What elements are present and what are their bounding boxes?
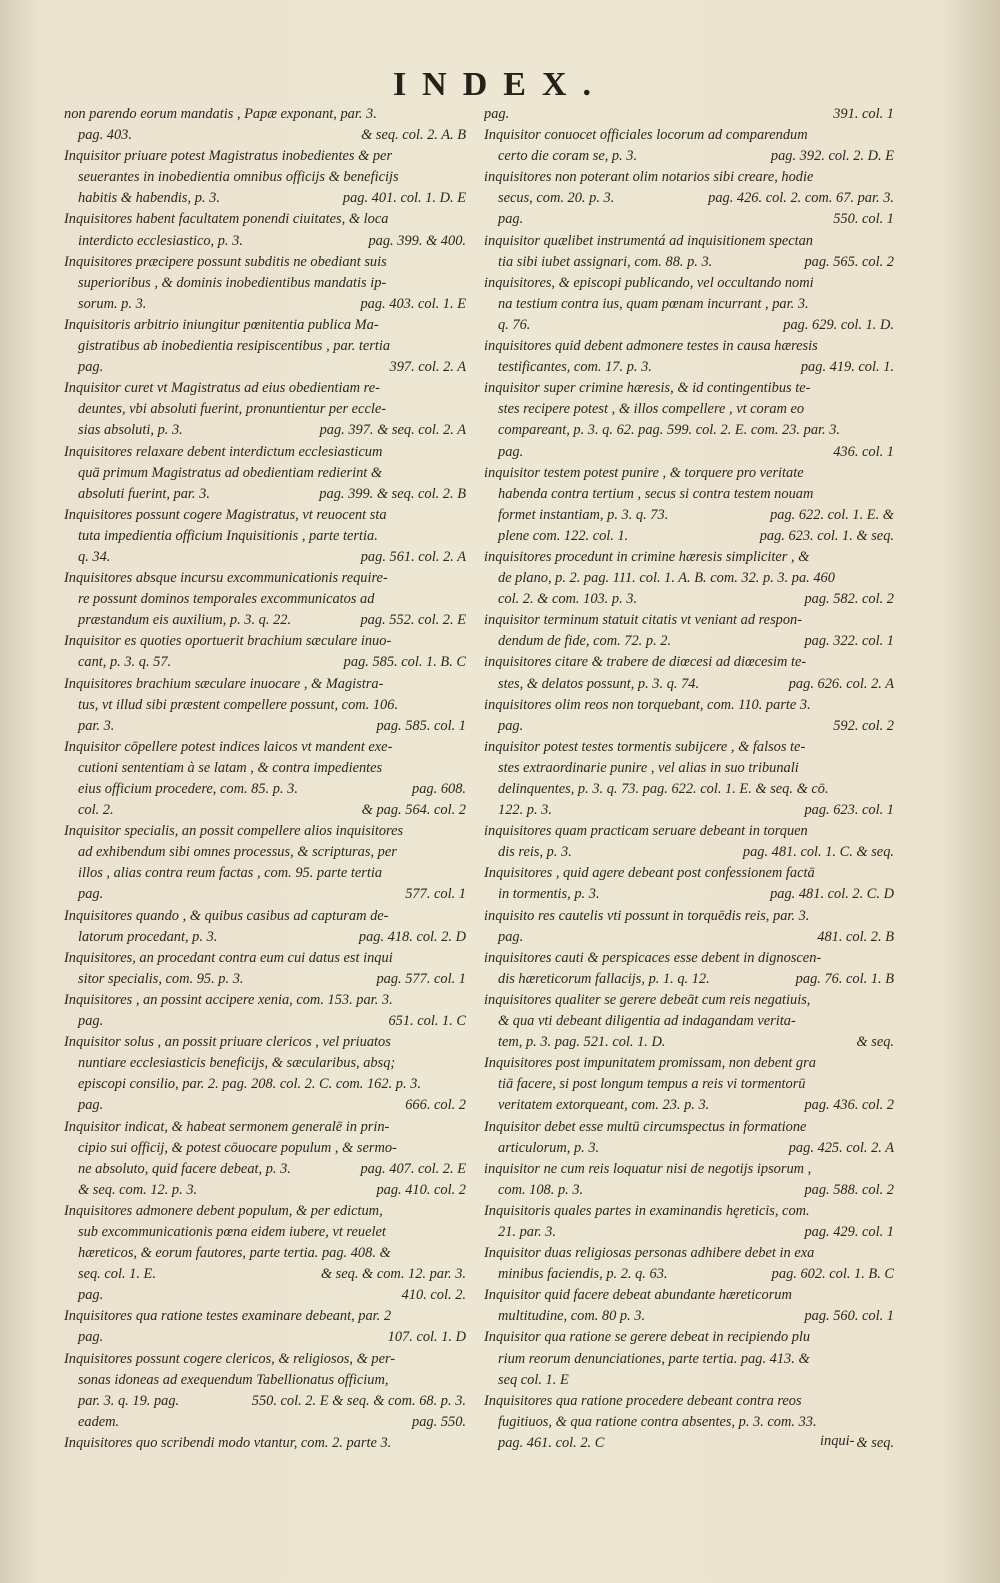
page-reference: pag. 623. col. 1 <box>804 802 894 819</box>
entry-line: tiā facere, si post longum tempus a reis vi tormentorū <box>498 1076 806 1093</box>
entry-line: cutioni sententiam à se latam , & contra impedientes <box>78 759 383 776</box>
entry-line: inquisitor super crimine hæresis, & id contingentibus te- <box>484 380 811 397</box>
entry-text: tia sibi iubet assignari, com. 88. p. 3. <box>498 253 713 270</box>
index-entry <box>484 906 894 948</box>
page-reference: 410. col. 2. <box>401 1287 466 1304</box>
index-entry <box>484 378 894 462</box>
entry-line: inquisitor terminum statuit citatis vt veniant ad respon- <box>484 612 803 629</box>
index-entry <box>64 990 466 1032</box>
entry-line <box>64 1391 466 1412</box>
index-entry <box>484 610 894 652</box>
entry-text: multitudine, com. 80 p. 3. <box>498 1308 646 1325</box>
entry-line: inquisitor potest testes tormentis subijcere , & falsos te- <box>484 738 806 755</box>
entry-line: Inquisitores admonere debent populum, & per edictum, <box>64 1202 383 1219</box>
page-reference: pag. 608. <box>412 781 466 797</box>
entry-line: Inquisitor cōpellere potest indices laicos vt mandent exe- <box>64 738 393 755</box>
entry-text: col. 2. & com. 103. p. 3. <box>498 591 638 608</box>
entry-line: inquisitor ne cum reis loquatur nisi de negotijs ipsorum , <box>484 1160 812 1177</box>
entry-line <box>64 652 466 673</box>
entry-text: pag. <box>78 359 104 376</box>
entry-line: seq col. 1. E <box>498 1371 569 1388</box>
index-entry <box>484 167 894 230</box>
entry-line: cipio sui officij, & potest cōuocare populum , & sermo- <box>78 1139 397 1156</box>
entry-text: stes, & delatos possunt, p. 3. q. 74. <box>498 675 700 692</box>
index-entry <box>64 315 466 378</box>
entry-line <box>484 842 894 863</box>
index-entry <box>64 821 466 905</box>
entry-line <box>484 1306 894 1327</box>
entry-line: & qua vti debeant diligentia ad indagandam verita- <box>498 1013 796 1030</box>
entry-text: præstandum eis auxilium, p. 3. q. 22. <box>78 612 292 629</box>
index-entry <box>484 231 894 273</box>
index-entry <box>484 652 894 694</box>
entry-line <box>484 252 894 273</box>
entry-text: pag. 403. <box>78 127 132 144</box>
page-reference: pag. 629. col. 1. D. <box>783 316 894 333</box>
index-entry <box>484 737 894 821</box>
page-reference: pag. 582. col. 2 <box>804 591 894 608</box>
page-reference: pag. 602. col. 1. B. C <box>771 1266 894 1283</box>
entry-text: q. 34. <box>78 548 111 565</box>
entry-line: Inquisitores habent facultatem ponendi ciuitates, & loca <box>64 211 389 228</box>
entry-line: Inquisitores quando , & quibus casibus ad capturam de- <box>64 907 389 924</box>
index-entry <box>64 568 466 631</box>
page-reference: 577. col. 1 <box>405 886 466 903</box>
page-reference: pag. 560. col. 1 <box>804 1308 894 1325</box>
index-entry <box>64 1117 466 1201</box>
entry-line: sub excommunicationis pœna eidem iubere, vt reuelet <box>78 1223 386 1240</box>
entry-line <box>64 1327 466 1348</box>
entry-line: deuntes, vbi absoluti fuerint, pronuntientur per eccle- <box>78 401 387 418</box>
entry-text: pag. <box>498 443 524 460</box>
entry-line <box>484 1222 894 1243</box>
index-entry <box>64 252 466 315</box>
index-entry <box>64 378 466 441</box>
entry-line <box>484 969 894 990</box>
entry-text: latorum procedant, p. 3. <box>78 928 218 945</box>
entry-text: cant, p. 3. q. 57. <box>78 654 172 671</box>
entry-line: tuta impedientia officium Inquisitionis , parte tertia. <box>78 527 378 544</box>
entry-text: pag. <box>78 1287 104 1304</box>
page-reference: 481. col. 2. B <box>817 928 894 945</box>
entry-text: sorum. p. 3. <box>78 295 147 312</box>
entry-line: stes extraordinarie punire , vel alias in suo tribunali <box>498 759 799 776</box>
entry-line <box>64 1285 466 1306</box>
entry-line <box>484 1264 894 1285</box>
entry-line: inquisitores quam practicam seruare debeant in torquen <box>484 823 808 840</box>
entry-line: Inquisitor qua ratione se gerere debeat in recipiendo plu <box>484 1329 811 1346</box>
entry-line <box>64 969 466 990</box>
index-entry <box>484 547 894 610</box>
index-entry <box>64 631 466 673</box>
page-reference: pag. 626. col. 2. A <box>788 675 894 692</box>
index-entry <box>64 1433 466 1454</box>
entry-line <box>484 1095 894 1116</box>
entry-line <box>484 315 894 336</box>
index-entry <box>484 990 894 1053</box>
entry-line <box>64 231 466 252</box>
entry-line: Inquisitor es quoties oportuerit brachium sæculare inuo- <box>64 633 392 650</box>
entry-line: rium reorum denunciationes, parte tertia. pag. 413. & <box>498 1350 810 1367</box>
entry-line <box>64 1159 466 1180</box>
entry-line: non parendo eorum mandatis , Papæ exponant, par. 3. <box>64 106 377 122</box>
page-reference: 550. col. 2. E & seq. & com. 68. p. 3. <box>251 1392 466 1409</box>
entry-line <box>484 357 894 378</box>
index-entry <box>484 336 894 378</box>
page-reference: pag. 481. col. 2. C. D <box>770 886 894 903</box>
page-title: INDEX. <box>392 66 608 103</box>
index-entry <box>64 948 466 990</box>
page-reference: pag. 76. col. 1. B <box>795 970 894 987</box>
entry-text: 21. par. 3. <box>498 1223 556 1240</box>
entry-line: inquisitores non poterant olim notarios sibi creare, hodie <box>484 169 814 186</box>
entry-text: seq. col. 1. E. <box>78 1266 156 1283</box>
left-column <box>64 104 466 1454</box>
index-entry <box>484 1285 894 1327</box>
index-entry <box>64 737 466 821</box>
entry-line: Inquisitor specialis, an possit compellere alios inquisitores <box>64 823 404 840</box>
entry-text: col. 2. <box>78 802 114 819</box>
page-reference: 651. col. 1. C <box>388 1013 466 1030</box>
page-reference: pag. 419. col. 1. <box>800 359 894 376</box>
entry-line: Inquisitores præcipere possunt subditis ne obediant suis <box>64 253 387 270</box>
entry-line: inquisitores, & episcopi publicando, vel occultando nomi <box>484 274 814 291</box>
index-entry <box>64 442 466 505</box>
page-reference: pag. 623. col. 1. & seq. <box>759 527 894 544</box>
entry-text: pag. <box>78 886 104 903</box>
index-entry <box>484 1243 894 1285</box>
entry-line <box>484 1032 894 1053</box>
entry-text: formet instantiam, p. 3. q. 73. <box>498 506 669 523</box>
index-entry <box>64 906 466 948</box>
index-entry <box>64 146 466 209</box>
entry-text: pag. <box>498 717 524 734</box>
entry-text: pag. <box>78 1329 104 1346</box>
entry-line: inquisitores citare & trabere de diœcesi ad diœcesim te- <box>484 654 807 671</box>
entry-line: Inquisitoris quales partes in examinandis hęreticis, com. <box>484 1202 810 1219</box>
entry-line: habenda contra tertium , secus si contra testem nouam <box>498 485 814 502</box>
entry-line: Inquisitoris arbitrio iniungitur pœnitentia publica Ma- <box>64 316 379 333</box>
entry-text: 122. p. 3. <box>498 802 552 819</box>
entry-text: certo die coram se, p. 3. <box>498 148 638 165</box>
index-entry <box>484 273 894 336</box>
entry-line <box>64 610 466 631</box>
entry-line: inquisitor quælibet instrumentá ad inquisitionem spectan <box>484 232 813 249</box>
entry-line <box>64 188 466 209</box>
page-reference: 666. col. 2 <box>405 1097 466 1114</box>
page-reference: & pag. 564. col. 2 <box>361 802 466 819</box>
entry-text: dendum de fide, com. 72. p. 2. <box>498 633 672 650</box>
entry-line <box>64 420 466 441</box>
entry-text: q. 76. <box>498 316 531 333</box>
entry-line: tus, vt illud sibi præstent compellere possunt, com. 106. <box>78 696 399 713</box>
entry-text: pag. <box>78 1013 104 1030</box>
entry-line: inquisitores cauti & perspicaces esse debent in dignoscen- <box>484 949 822 966</box>
entry-line <box>64 294 466 315</box>
entry-text: secus, com. 20. p. 3. <box>498 190 615 207</box>
entry-line <box>484 209 894 230</box>
entry-text: veritatem extorqueant, com. 23. p. 3. <box>498 1097 710 1114</box>
entry-line <box>484 505 894 526</box>
entry-text: pag. <box>498 211 524 228</box>
entry-line <box>484 526 894 547</box>
entry-line: de plano, p. 2. pag. 111. col. 1. A. B. com. 32. p. 3. pa. 460 <box>498 570 835 587</box>
entry-line <box>64 716 466 737</box>
entry-text: par. 3. q. 19. pag. <box>78 1392 180 1409</box>
entry-line <box>64 779 466 800</box>
index-entry <box>64 1201 466 1306</box>
entry-line <box>484 146 894 167</box>
entry-line: stes recipere potest , & illos compellere , vt coram eo <box>498 401 805 418</box>
entry-line <box>64 1180 466 1201</box>
entry-line <box>64 927 466 948</box>
entry-line <box>484 1180 894 1201</box>
index-entry <box>64 1032 466 1116</box>
entry-line: Inquisitores relaxare debent interdictum ecclesiasticum <box>64 443 383 460</box>
entry-line <box>64 125 466 146</box>
page-reference: pag. 403. col. 1. E <box>360 295 466 312</box>
entry-line: Inquisitor curet vt Magistratus ad eius obedientiam re- <box>64 380 380 397</box>
page-reference: pag. 565. col. 2 <box>804 253 894 270</box>
index-entry <box>64 674 466 737</box>
page-reference: pag. 561. col. 2. A <box>360 548 466 565</box>
page-reference: 592. col. 2 <box>833 717 894 734</box>
entry-line: Inquisitores qua ratione procedere debeant contra reos <box>484 1392 802 1409</box>
entry-line: delinquentes, p. 3. q. 73. pag. 622. col. 1. E. & seq. & cō. <box>498 781 829 797</box>
entry-line: Inquisitor conuocet officiales locorum ad comparendum <box>484 127 808 144</box>
entry-line <box>484 188 894 209</box>
index-entry <box>484 863 894 905</box>
page-reference: pag. 418. col. 2. D <box>358 928 466 945</box>
entry-line: Inquisitores possunt cogere clericos, & religiosos, & per- <box>64 1350 396 1367</box>
entry-line <box>484 927 894 948</box>
page-reference: pag. 401. col. 1. D. E <box>342 190 466 207</box>
entry-text: ne absoluto, quid facere debeat, p. 3. <box>78 1160 291 1177</box>
page-reference: pag. 481. col. 1. C. & seq. <box>742 844 894 861</box>
page-reference: pag. 550. <box>412 1413 466 1430</box>
entry-line <box>64 1095 466 1116</box>
page-reference: pag. 410. col. 2 <box>376 1181 466 1198</box>
entry-line: inquisitores procedunt in crimine hæresis simpliciter , & <box>484 548 810 565</box>
entry-line <box>64 357 466 378</box>
entry-line <box>64 547 466 568</box>
entry-line <box>484 589 894 610</box>
entry-line <box>484 884 894 905</box>
index-entry <box>64 1349 466 1433</box>
entry-line <box>64 484 466 505</box>
page-reference: 436. col. 1 <box>833 443 894 460</box>
entry-line: quā primum Magistratus ad obedientiam redierint & <box>78 464 383 481</box>
entry-text: testificantes, com. 17. p. 3. <box>498 359 652 376</box>
entry-line: re possunt dominos temporales excommunicatos ad <box>78 591 375 608</box>
entry-line: Inquisitor quid facere debeat abundante hæreticorum <box>484 1287 792 1304</box>
entry-line <box>484 631 894 652</box>
page-reference: pag. 588. col. 2 <box>804 1181 894 1198</box>
entry-line: inquisitor testem potest punire , & torquere pro veritate <box>484 464 804 481</box>
entry-line: Inquisitores brachium sæculare inuocare , & Magistra- <box>64 675 384 692</box>
entry-line: Inquisitores qua ratione testes examinare debeant, par. 2 <box>64 1308 392 1325</box>
catchword: inqui- <box>820 1433 855 1449</box>
entry-text: dis hæreticorum fallacijs, p. 1. q. 12. <box>498 970 710 987</box>
entry-line: Inquisitores, an procedant contra eum cui datus est inqui <box>64 949 393 966</box>
page-reference: pag. 585. col. 1 <box>376 717 466 734</box>
entry-line <box>64 1264 466 1285</box>
entry-text: par. 3. <box>78 717 115 734</box>
entry-text: minibus faciendis, p. 2. q. 63. <box>498 1266 668 1283</box>
entry-text: eadem. <box>78 1413 120 1430</box>
page-reference: & seq. & com. 12. par. 3. <box>320 1266 466 1283</box>
index-entry <box>484 1159 894 1201</box>
entry-text: tem, p. 3. pag. 521. col. 1. D. <box>498 1034 666 1051</box>
page-reference: pag. 552. col. 2. E <box>360 612 466 629</box>
page-reference: pag. 585. col. 1. B. C <box>343 654 466 671</box>
index-entry <box>484 948 894 990</box>
page-reference: pag. 577. col. 1 <box>376 970 466 987</box>
index-entry <box>484 1053 894 1116</box>
page-reference: 397. col. 2. A <box>389 359 466 376</box>
entry-line <box>484 1138 894 1159</box>
index-entry <box>484 104 894 125</box>
entry-line: na testium contra ius, quam pœnam incurrant , par. 3. <box>498 295 809 312</box>
entry-line: Inquisitores post impunitatem promissam, non debent gra <box>484 1055 816 1072</box>
entry-text: sitor specialis, com. 95. p. 3. <box>78 970 244 987</box>
index-entry <box>484 695 894 737</box>
entry-line <box>64 1011 466 1032</box>
entry-line <box>484 674 894 695</box>
entry-text: dis reis, p. 3. <box>498 844 572 861</box>
entry-text: pag. 461. col. 2. C <box>498 1434 605 1451</box>
entry-text: absoluti fuerint, par. 3. <box>78 485 210 502</box>
page-reference: pag. 392. col. 2. D. E <box>770 148 894 165</box>
entry-line: ad exhibendum sibi omnes processus, & scripturas, per <box>78 844 397 861</box>
entry-text: interdicto ecclesiastico, p. 3. <box>78 232 243 249</box>
entry-line: compareant, p. 3. q. 62. pag. 599. col. 2. E. com. 23. par. 3. <box>498 422 841 439</box>
entry-line: Inquisitores , quid agere debeant post confessionem factā <box>484 865 815 882</box>
index-entry <box>64 505 466 568</box>
page-reference: & seq. <box>856 1034 894 1051</box>
entry-line: sonas idoneas ad exequendum Tabellionatus officium, <box>78 1371 389 1388</box>
entry-line: illos , alias contra reum factas , com. 95. parte tertia <box>78 865 383 882</box>
entry-line: seuerantes in inobedientia omnibus officijs & beneficijs <box>78 169 399 186</box>
page-reference: 550. col. 1 <box>833 211 894 228</box>
index-entry <box>64 209 466 251</box>
entry-line <box>484 800 894 821</box>
page-reference: pag. 399. & seq. col. 2. B <box>319 485 466 502</box>
entry-text: sias absoluti, p. 3. <box>78 422 183 439</box>
index-entry <box>484 1327 894 1390</box>
entry-line: Inquisitor duas religiosas personas adhibere debet in exa <box>484 1245 815 1262</box>
entry-line: Inquisitor indicat, & habeat sermonem generalē in prin- <box>64 1118 390 1135</box>
index-entry <box>64 104 466 146</box>
entry-line: Inquisitor debet esse multū circumspectus in formatione <box>484 1118 807 1135</box>
entry-text: plene com. 122. col. 1. <box>498 527 629 544</box>
entry-line: fugitiuos, & qua ratione contra absentes, p. 3. com. 33. <box>498 1413 817 1430</box>
page-reference: pag. 407. col. 2. E <box>360 1160 466 1177</box>
page-reference: pag. 622. col. 1. E. & <box>770 506 894 523</box>
entry-text: com. 108. p. 3. <box>498 1181 584 1198</box>
page-reference: & seq. <box>856 1434 894 1451</box>
entry-text: articulorum, p. 3. <box>498 1139 600 1156</box>
entry-line <box>64 800 466 821</box>
entry-text: & seq. com. 12. p. 3. <box>78 1181 198 1198</box>
page-reference: pag. 426. col. 2. com. 67. par. 3. <box>708 190 894 207</box>
page-reference: pag. 399. & 400. <box>368 232 466 249</box>
entry-line: Inquisitores quo scribendi modo vtantur, com. 2. parte 3. <box>64 1434 392 1451</box>
index-entry <box>484 125 894 167</box>
entry-line: Inquisitor priuare potest Magistratus inobedientes & per <box>64 148 393 165</box>
page-reference: 107. col. 1. D <box>387 1329 466 1346</box>
right-column <box>484 104 894 1454</box>
entry-line <box>64 884 466 905</box>
page-reference: pag. 425. col. 2. A <box>788 1139 894 1156</box>
entry-text: pag. <box>484 106 510 122</box>
entry-text: habitis & habendis, p. 3. <box>78 190 220 207</box>
entry-line: inquisitores qualiter se gerere debeāt cum reis negatiuis, <box>484 991 811 1008</box>
entry-line <box>484 716 894 737</box>
page-reference: & seq. col. 2. A. B <box>361 127 466 144</box>
entry-line: nuntiare ecclesiasticis beneficijs, & sæcularibus, absq; <box>78 1055 396 1072</box>
entry-text: pag. <box>498 928 524 945</box>
page-reference: 391. col. 1 <box>833 106 894 122</box>
entry-line: Inquisitor solus , an possit priuare clericos , vel priuatos <box>64 1034 391 1051</box>
page-reference: pag. 322. col. 1 <box>804 633 894 650</box>
index-entry <box>484 463 894 547</box>
entry-line: gistratibus ab inobedientia resipiscentibus , par. tertia <box>78 338 391 355</box>
entry-line: episcopi consilio, par. 2. pag. 208. col. 2. C. com. 162. p. 3. <box>78 1076 421 1093</box>
index-entry <box>484 1117 894 1159</box>
entry-line <box>64 1412 466 1433</box>
entry-line <box>484 442 894 463</box>
entry-line: Inquisitores possunt cogere Magistratus, vt reuocent sta <box>64 506 387 523</box>
page-reference: pag. 429. col. 1 <box>804 1223 894 1240</box>
entry-line: Inquisitores absque incursu excommunicationis require- <box>64 570 388 587</box>
page-reference: pag. 397. & seq. col. 2. A <box>319 422 466 439</box>
entry-text: pag. <box>78 1097 104 1114</box>
index-entry <box>64 1306 466 1348</box>
entry-text: in tormentis, p. 3. <box>498 886 600 903</box>
entry-line: inquisitores quid debent admonere testes in causa hæresis <box>484 338 818 355</box>
index-entry <box>484 821 894 863</box>
entry-line: inquisito res cautelis vti possunt in torquēdis reis, par. 3. <box>484 907 810 924</box>
entry-line: superioribus , & dominis inobedientibus mandatis ip- <box>78 274 387 291</box>
entry-text: eius officium procedere, com. 85. p. 3. <box>78 781 298 797</box>
page-reference: pag. 436. col. 2 <box>804 1097 894 1114</box>
entry-line <box>484 104 894 125</box>
entry-line: Inquisitores , an possint accipere xenia, com. 153. par. 3. <box>64 991 393 1008</box>
entry-line: inquisitores olim reos non torquebant, com. 110. parte 3. <box>484 696 811 713</box>
index-entry <box>484 1201 894 1243</box>
entry-line: hæreticos, & eorum fautores, parte tertia. pag. 408. & <box>78 1245 391 1262</box>
